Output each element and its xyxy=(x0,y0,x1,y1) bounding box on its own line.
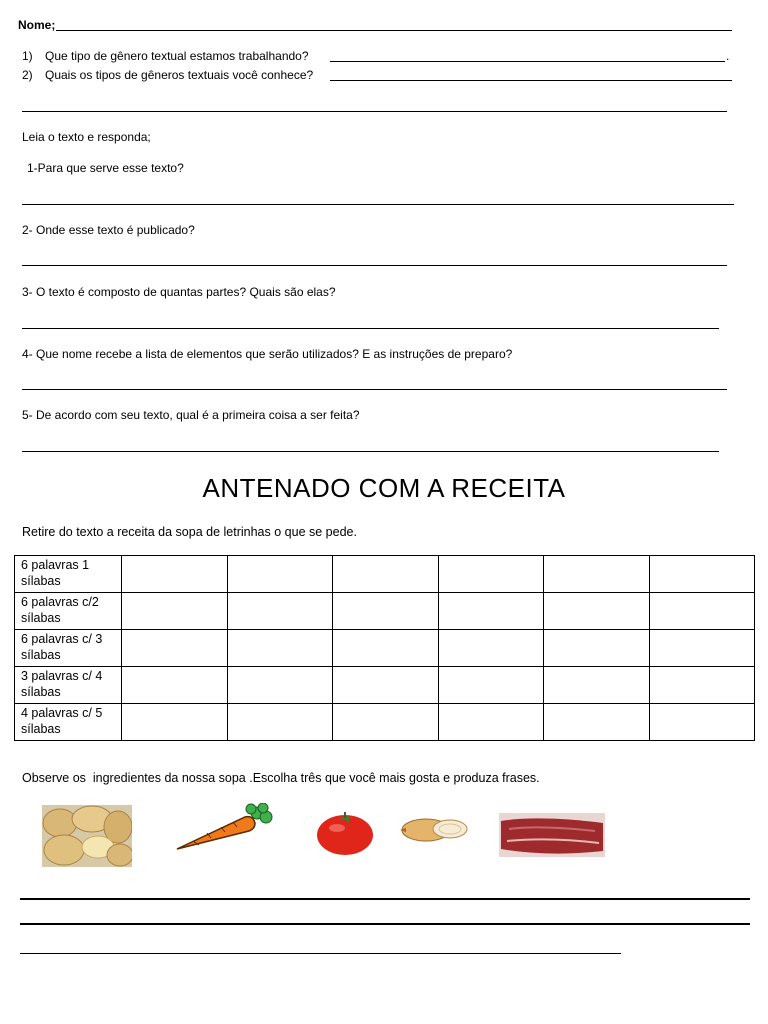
question-4: 4- Que nome recebe a lista de elementos que serão utilizados? E as instruções de preparo? xyxy=(22,347,513,361)
answer-cell[interactable] xyxy=(122,556,228,593)
answer-cell[interactable] xyxy=(227,630,333,667)
writing-line-2[interactable] xyxy=(20,923,750,925)
answer-cell[interactable] xyxy=(544,593,650,630)
row-label: 6 palavras c/2 sílabas xyxy=(15,593,122,630)
answer-cell[interactable] xyxy=(333,704,439,741)
answer-cell[interactable] xyxy=(122,667,228,704)
tomato-image xyxy=(315,810,375,856)
question-1-answer-line[interactable] xyxy=(22,204,734,205)
ingredients-instruction: Observe os ingredientes da nossa sopa .Escolha três que você mais gosta e produza frases. xyxy=(22,771,540,785)
table-row xyxy=(15,667,755,704)
answer-cell[interactable] xyxy=(122,704,228,741)
answer-cell[interactable] xyxy=(227,593,333,630)
answer-cell[interactable] xyxy=(333,667,439,704)
answer-cell[interactable] xyxy=(122,593,228,630)
question-2: 2- Onde esse texto é publicado? xyxy=(22,223,195,237)
writing-line-3[interactable] xyxy=(20,953,621,954)
answer-cell[interactable] xyxy=(227,704,333,741)
name-answer-line[interactable] xyxy=(56,30,732,31)
carrot-image xyxy=(173,803,275,855)
potatoes-image xyxy=(42,805,132,867)
reading-instruction: Leia o texto e responda; xyxy=(22,130,151,144)
onion-image xyxy=(398,815,470,843)
intro-question-1-number: 1) xyxy=(22,49,33,63)
answer-cell[interactable] xyxy=(227,667,333,704)
answer-cell[interactable] xyxy=(544,667,650,704)
intro-question-1-text: Que tipo de gênero textual estamos trabalhando? xyxy=(45,49,309,63)
answer-cell[interactable] xyxy=(649,556,755,593)
intro-question-1-period: . xyxy=(726,49,730,63)
answer-cell[interactable] xyxy=(438,704,544,741)
answer-cell[interactable] xyxy=(438,630,544,667)
intro-question-2-answer-line[interactable] xyxy=(330,80,732,81)
answer-cell[interactable] xyxy=(544,556,650,593)
answer-cell[interactable] xyxy=(333,593,439,630)
intro-question-2-text: Quais os tipos de gêneros textuais você conhece? xyxy=(45,68,314,82)
answer-cell[interactable] xyxy=(438,556,544,593)
answer-cell[interactable] xyxy=(649,704,755,741)
answer-cell[interactable] xyxy=(122,630,228,667)
question-3: 3- O texto é composto de quantas partes? Quais são elas? xyxy=(22,285,336,299)
question-5: 5- De acordo com seu texto, qual é a primeira coisa a ser feita? xyxy=(22,408,360,422)
table-row xyxy=(15,556,755,593)
writing-line-1[interactable] xyxy=(20,898,750,900)
intro-question-1-answer-line[interactable] xyxy=(330,61,725,62)
section-title: ANTENADO COM A RECEITA xyxy=(202,473,566,503)
row-label: 3 palavras c/ 4 sílabas xyxy=(15,667,122,704)
answer-cell[interactable] xyxy=(649,593,755,630)
answer-cell[interactable] xyxy=(544,630,650,667)
row-label: 6 palavras c/ 3 sílabas xyxy=(15,630,122,667)
question-1: 1-Para que serve esse texto? xyxy=(27,161,184,175)
table-row xyxy=(15,593,755,630)
table-row xyxy=(15,630,755,667)
question-5-answer-line[interactable] xyxy=(22,451,719,452)
name-label: Nome; xyxy=(18,18,56,32)
answer-cell[interactable] xyxy=(544,704,650,741)
answer-cell[interactable] xyxy=(649,667,755,704)
row-label: 6 palavras 1 sílabas xyxy=(15,556,122,593)
syllable-table xyxy=(14,555,755,741)
table-row xyxy=(15,704,755,741)
meat-image xyxy=(499,813,605,857)
row-label: 4 palavras c/ 5 sílabas xyxy=(15,704,122,741)
intro-question-2-number: 2) xyxy=(22,68,33,82)
question-2-answer-line[interactable] xyxy=(22,265,727,266)
answer-cell[interactable] xyxy=(333,556,439,593)
intro-answer-line[interactable] xyxy=(22,111,727,112)
table-instruction: Retire do texto a receita da sopa de letrinhas o que se pede. xyxy=(22,525,357,539)
answer-cell[interactable] xyxy=(333,630,439,667)
answer-cell[interactable] xyxy=(649,630,755,667)
answer-cell[interactable] xyxy=(438,593,544,630)
answer-cell[interactable] xyxy=(438,667,544,704)
question-3-answer-line[interactable] xyxy=(22,328,719,329)
question-4-answer-line[interactable] xyxy=(22,389,727,390)
answer-cell[interactable] xyxy=(227,556,333,593)
